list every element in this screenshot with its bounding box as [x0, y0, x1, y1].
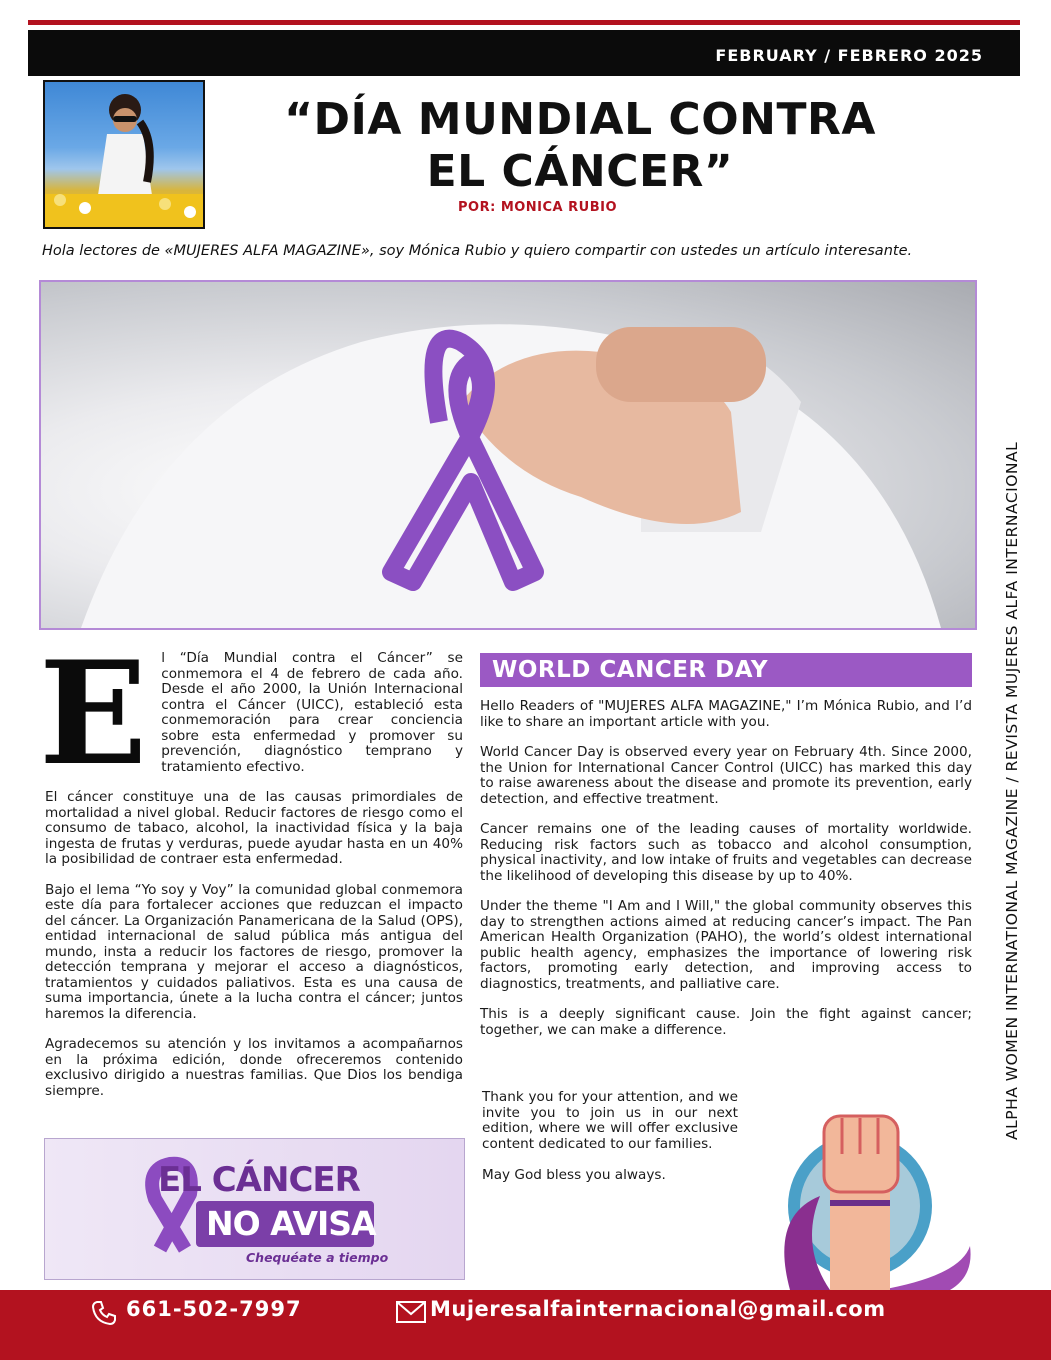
side-caption: ALPHA WOMEN INTERNATIONAL MAGAZINE / REVISTA MUJERES ALFA INTERNACIONAL [1003, 441, 1021, 1140]
mail-icon [396, 1301, 426, 1327]
drop-cap: E [39, 631, 148, 797]
top-red-rule [28, 20, 1020, 25]
raised-fist-illustration [760, 1096, 974, 1290]
section-title: WORLD CANCER DAY [480, 653, 972, 687]
headline [230, 94, 930, 198]
intro-text: Hola lectores de «MUJERES ALFA MAGAZINE», soy Mónica Rubio y quiero compartir con ustedes un artículo interesante. [42, 243, 913, 259]
issue-date: FEBRUARY / FEBRERO 2025 [715, 46, 983, 65]
hero-image [39, 280, 977, 630]
english-article [480, 653, 972, 1053]
spanish-paragraph-2: El cáncer constituye una de las causas primordiales de mortalidad a nivel global. Reducir factores de riesgo como el consumo de tabaco, alcohol, la inactividad física y la baja ingesta de frutas y verduras, puede ayudar hasta en un 40% la posibilidad de contraer esta enfermedad. [45, 789, 463, 867]
promo-tagline: Chequéate a tiempo [246, 1250, 389, 1265]
byline: POR: MONICA RUBIO [458, 200, 618, 215]
footer-email[interactable]: Mujeresalfainternacional@gmail.com [430, 1297, 886, 1321]
english-paragraph-5: This is a deeply significant cause. Join the fight against cancer; together, we can make a difference. [480, 1006, 972, 1038]
spanish-paragraph-3: Bajo el lema “Yo soy y Voy” la comunidad global conmemora este día para fortalecer acciones que reduzcan el impacto del cáncer. La Organización Panamericana de la Salud (OPS), entidad internacional de salud pública más antigua del mundo, insta a reducir los factores de riesgo, promover la detección temprana y mejorar el acceso a diagnósticos, tratamientos y cuidados paliativos. Esta es una causa de suma importancia, únete a la lucha contra el cáncer; juntos haremos la diferencia. [45, 881, 463, 1022]
author-photo [43, 80, 205, 229]
english-paragraph-2: World Cancer Day is observed every year on February 4th. Since 2000, the Union for International Cancer Control (UICC) has marked this day to raise awareness about the disease and promote its prevention, early detection, and effective treatment. [480, 744, 972, 807]
headline-line-1: “DÍA MUNDIAL CONTRA [284, 94, 876, 145]
phone-icon [90, 1299, 118, 1331]
footer-phone[interactable]: 661-502-7997 [126, 1297, 302, 1321]
spanish-article [39, 631, 463, 1114]
headline-line-2: EL CÁNCER” [426, 146, 734, 197]
english-closing [482, 1090, 738, 1200]
english-paragraph-1: Hello Readers of "MUJERES ALFA MAGAZINE," I’m Mónica Rubio, and I’d like to share an important article with you. [480, 698, 972, 730]
promo-line-2: NO AVISA [206, 1204, 376, 1243]
english-paragraph-7: May God bless you always. [482, 1167, 666, 1183]
english-paragraph-3: Cancer remains one of the leading causes of mortality worldwide. Reducing risk factors such as tobacco and alcohol consumption, physical inactivity, and low intake of fruits and vegetables can decrease the likelihood of developing this disease by up to 40%. [480, 821, 972, 884]
spanish-paragraph-1: l “Día Mundial contra el Cáncer” se conmemora el 4 de febrero de cada año. Desde el año 2000, la Unión Internacional contra el Cáncer (UICC), estableció esta conmemoración para crear conciencia sobre esta enfermedad y promover su prevención, diagnóstico temprano y tratamiento efectivo. [161, 650, 463, 775]
english-paragraph-4: Under the theme "I Am and I Will," the global community observes this day to strengthen actions aimed at reducing cancer’s impact. The Pan American Health Organization (PAHO), the world’s oldest international public health agency, emphasizes the importance of lowering risk factors, promoting early detection, and improving access to diagnostics, treatments, and palliative care. [480, 898, 972, 992]
promo-line-1: EL CÁNCER [158, 1160, 360, 1200]
english-paragraph-6: Thank you for your attention, and we invite you to join us in our next edition, where we will offer exclusive content dedicated to our families. [482, 1089, 738, 1152]
spanish-paragraph-4: Agradecemos su atención y los invitamos a acompañarnos en la próxima edición, donde ofreceremos contenido exclusivo dirigido a nuestras familias. Que Dios los bendiga siempre. [45, 1036, 463, 1099]
